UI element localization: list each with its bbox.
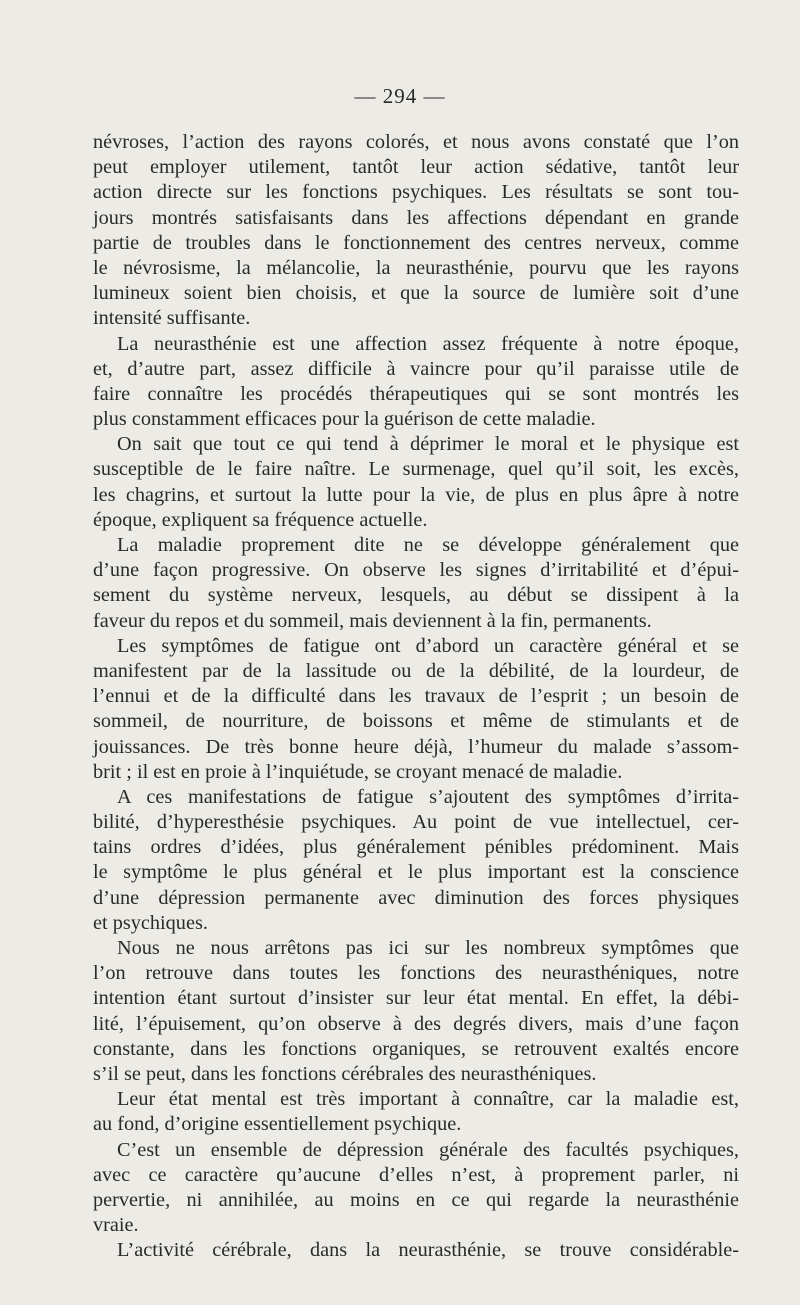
text-line: avec ce caractère qu’aucune d’elles n’est, à proprement parler, ni	[93, 1163, 739, 1186]
text-line: l’on retrouve dans toutes les fonctions des neurasthéniques, notre	[93, 962, 739, 985]
text-line: A ces manifestations de fatigue s’ajoutent des symptômes d’irrita-	[117, 785, 739, 808]
text-line: susceptible de le faire naître. Le surmenage, quel qu’il soit, les excès,	[93, 458, 739, 481]
text-line: Les symptômes de fatigue ont d’abord un caractère général et se	[117, 634, 739, 657]
paragraph	[93, 1087, 739, 1137]
text-line: pervertie, ni annihilée, au moins en ce qui regarde la neurasthénie	[93, 1188, 739, 1211]
text-line: faire connaître les procédés thérapeutiques qui se sont montrés les	[93, 382, 739, 405]
text-line: vraie.	[93, 1214, 139, 1237]
text-line: faveur du repos et du sommeil, mais deviennent à la fin, permanents.	[93, 609, 652, 632]
paragraph	[93, 785, 739, 936]
text-line: d’une dépression permanente avec diminution des forces physiques	[93, 886, 739, 909]
paragraph	[93, 332, 739, 433]
text-line: manifestent par de la lassitude ou de la débilité, de la lourdeur, de	[93, 659, 739, 682]
text-line: sommeil, de nourriture, de boissons et même de stimulants et de	[93, 710, 739, 733]
text-line: brit ; il est en proie à l’inquiétude, se croyant menacé de maladie.	[93, 760, 623, 783]
text-line: peut employer utilement, tantôt leur action sédative, tantôt leur	[93, 156, 739, 179]
text-line: s’il se peut, dans les fonctions cérébrales des neurasthéniques.	[93, 1062, 597, 1085]
paragraph	[93, 936, 739, 1087]
text-line: jours montrés satisfaisants dans les affections dépendant en grande	[93, 206, 739, 229]
text-line: sement du système nerveux, lesquels, au début se dissipent à la	[93, 584, 739, 607]
paragraph	[93, 432, 739, 533]
text-line: le névrosisme, la mélancolie, la neurasthénie, pourvu que les rayons	[93, 256, 739, 279]
text-line: constante, dans les fonctions organiques, se retrouvent exaltés encore	[93, 1037, 739, 1060]
text-line: tains ordres d’idées, plus généralement pénibles prédominent. Mais	[93, 836, 739, 859]
text-line: intention étant surtout d’insister sur leur état mental. En effet, la débi-	[93, 987, 739, 1010]
text-line: lité, l’épuisement, qu’on observe à des degrés divers, mais d’une façon	[93, 1012, 739, 1035]
text-line: les chagrins, et surtout la lutte pour la vie, de plus en plus âpre à notre	[93, 483, 739, 506]
text-line: le symptôme le plus général et le plus important est la conscience	[93, 861, 739, 884]
text-line: C’est un ensemble de dépression générale des facultés psychiques,	[117, 1138, 739, 1161]
text-line: Nous ne nous arrêtons pas ici sur les nombreux symptômes que	[117, 937, 739, 959]
text-line: au fond, d’origine essentiellement psychique.	[93, 1113, 462, 1136]
text-line: La neurasthénie est une affection assez fréquente à notre époque,	[117, 332, 739, 355]
paragraph	[93, 1238, 739, 1263]
text-line: Leur état mental est très important à connaître, car la maladie est,	[117, 1088, 739, 1111]
text-line: On sait que tout ce qui tend à déprimer le moral et le physique est	[117, 433, 739, 456]
text-line: et psychiques.	[93, 911, 208, 934]
text-line: époque, expliquent sa fréquence actuelle.	[93, 508, 428, 531]
page-number: — 294 —	[354, 84, 446, 108]
text-line: l’ennui et de la difficulté dans les travaux de l’esprit ; un besoin de	[93, 685, 739, 708]
paragraph	[93, 634, 739, 785]
text-line: action directe sur les fonctions psychiques. Les résultats se sont tou-	[93, 181, 739, 204]
paragraph	[93, 1138, 739, 1239]
text-line: névroses, l’action des rayons colorés, et nous avons constaté que l’on	[93, 131, 739, 153]
text-line: bilité, d’hyperesthésie psychiques. Au point de vue intellectuel, cer-	[93, 811, 739, 834]
text-line: jouissances. De très bonne heure déjà, l’humeur du malade s’assom-	[93, 735, 739, 758]
text-line: et, d’autre part, assez difficile à vaincre pour qu’il paraisse utile de	[93, 357, 739, 380]
text-line: lumineux soient bien choisis, et que la source de lumière soit d’une	[93, 282, 739, 305]
text-line: d’une façon progressive. On observe les signes d’irritabilité et d’épui-	[93, 559, 739, 582]
text-line: partie de troubles dans le fonctionnement des centres nerveux, comme	[93, 231, 739, 254]
text-line: plus constamment efficaces pour la guérison de cette maladie.	[93, 408, 596, 431]
text-line: L’activité cérébrale, dans la neurasthénie, se trouve considérable-	[117, 1239, 739, 1262]
text-line: La maladie proprement dite ne se développe généralement que	[117, 534, 739, 556]
body-text	[93, 130, 739, 1263]
paragraph	[93, 130, 739, 332]
paragraph	[93, 533, 739, 634]
text-line: intensité suffisante.	[93, 307, 251, 330]
